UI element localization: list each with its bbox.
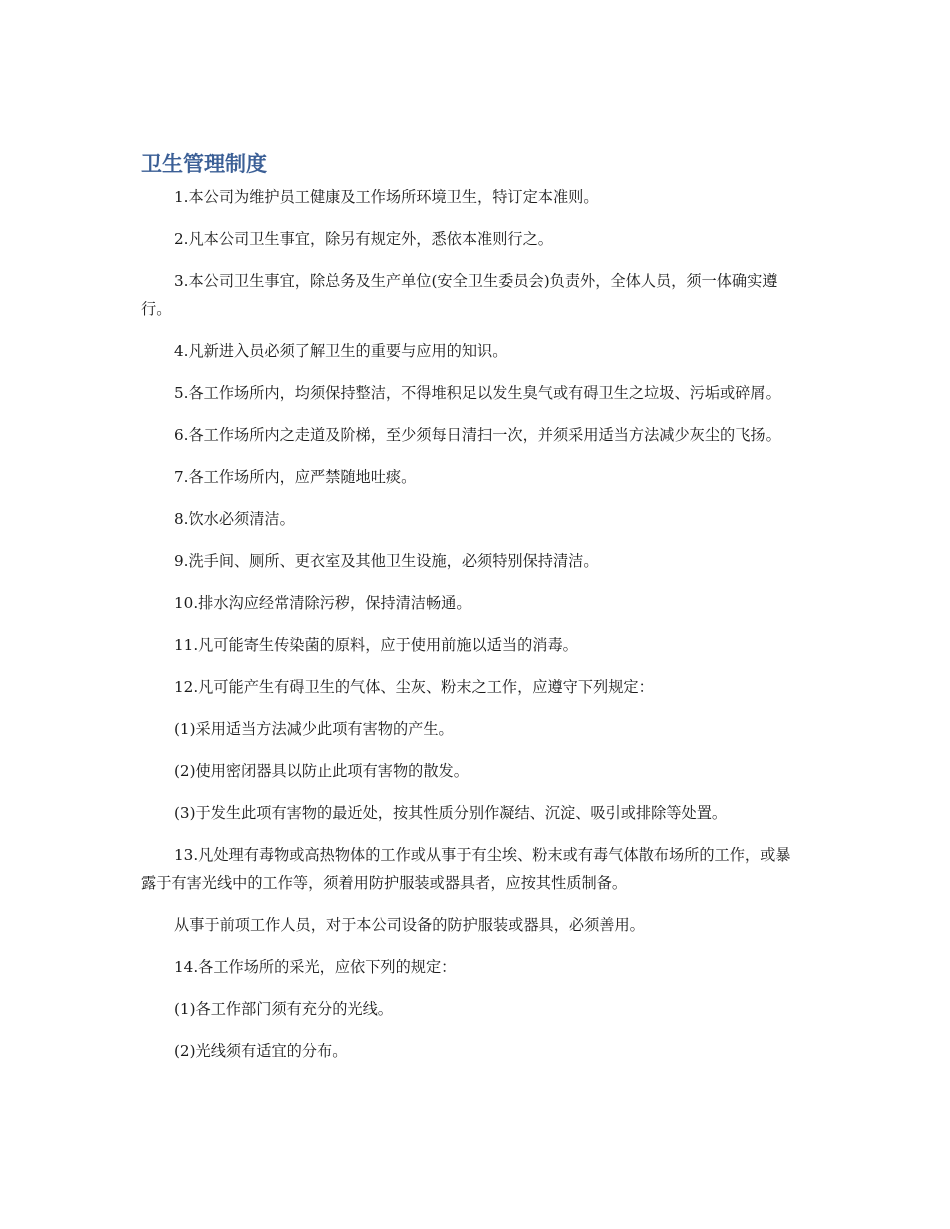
paragraph-10: 10.排水沟应经常清除污秽，保持清洁畅通。 — [174, 594, 472, 612]
paragraph-13: 13.凡处理有毒物或高热物体的工作或从事于有尘埃、粉末或有毒气体散布场所的工作，或暴露于有害光线中的工作等，须着用防护服装或器具者，应按其性质制备。 — [141, 846, 791, 892]
paragraph-5: 5.各工作场所内，均须保持整洁，不得堆积足以发生臭气或有碍卫生之垃圾、污垢或碎屑。 — [174, 384, 781, 402]
paragraph-8: 8.饮水必须清洁。 — [174, 510, 295, 528]
document-title: 卫生管理制度 — [141, 152, 267, 176]
paragraph-3: 3.本公司卫生事宜，除总务及生产单位(安全卫生委员会)负责外，全体人员，须一体确实遵行。 — [141, 272, 778, 318]
paragraph-4: 4.凡新进入员必须了解卫生的重要与应用的知识。 — [174, 342, 508, 360]
paragraph-2: 2.凡本公司卫生事宜，除另有规定外，悉依本准则行之。 — [174, 230, 553, 248]
paragraph-12-item-1: (1)采用适当方法减少此项有害物的产生。 — [174, 720, 454, 738]
paragraph-14-item-1: (1)各工作部门须有充分的光线。 — [174, 1000, 393, 1018]
paragraph-11: 11.凡可能寄生传染菌的原料，应于使用前施以适当的消毒。 — [174, 636, 578, 654]
paragraph-9: 9.洗手间、厕所、更衣室及其他卫生设施，必须特别保持清洁。 — [174, 552, 599, 570]
paragraph-1: 1.本公司为维护员工健康及工作场所环境卫生，特订定本准则。 — [174, 188, 599, 206]
paragraph-14-item-2: (2)光线须有适宜的分布。 — [174, 1042, 348, 1060]
paragraph-12-item-2: (2)使用密闭器具以防止此项有害物的散发。 — [174, 762, 469, 780]
paragraph-12: 12.凡可能产生有碍卫生的气体、尘灰、粉末之工作，应遵守下列规定： — [174, 678, 654, 696]
paragraph-14: 14.各工作场所的采光，应依下列的规定： — [174, 958, 457, 976]
paragraph-12-item-3: (3)于发生此项有害物的最近处，按其性质分别作凝结、沉淀、吸引或排除等处置。 — [174, 804, 728, 822]
paragraph-7: 7.各工作场所内，应严禁随地吐痰。 — [174, 468, 417, 486]
document-body — [141, 148, 803, 1079]
paragraph-13-note: 从事于前项工作人员，对于本公司设备的防护服装或器具，必须善用。 — [174, 916, 645, 934]
paragraph-6: 6.各工作场所内之走道及阶梯，至少须每日清扫一次，并须采用适当方法减少灰尘的飞扬。 — [174, 426, 781, 444]
